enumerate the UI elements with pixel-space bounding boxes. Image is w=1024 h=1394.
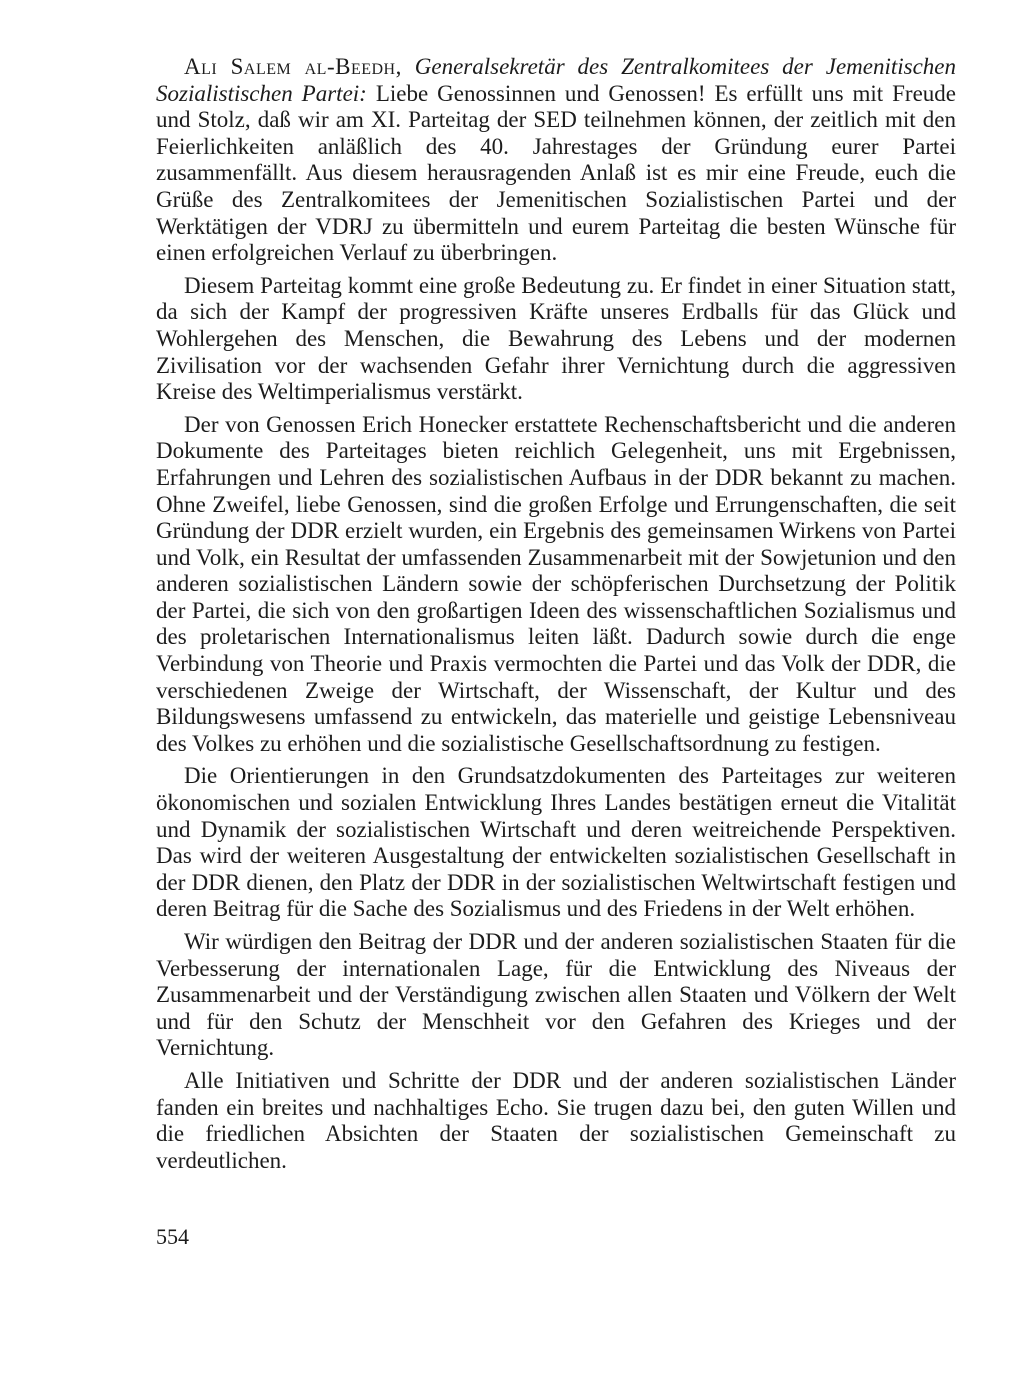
paragraph-3: Der von Genossen Erich Honecker erstattete Rechenschaftsbericht und die anderen Dokumente des Parteitages bieten reichlich Gelegenheit, uns mit Ergebnissen, Erfahrungen und Lehren des sozialistischen Aufbaus in der DDR bekannt zu machen. Ohne Zweifel, liebe Genossen, sind die großen Erfolge und Errungenschaften, die seit Gründung der DDR erzielt wurden, ein Ergebnis des gemeinsamen Wirkens von Partei und Volk, ein Resultat der umfassenden Zusammenarbeit mit der Sowjetunion und den anderen sozialistischen Ländern sowie der schöpferischen Durchsetzung der Politik der Partei, die sich von den großartigen Ideen des wissenschaftlichen Sozialismus und des proletarischen Internationalismus leiten läßt. Dadurch sowie durch die enge Verbindung von Theorie und Praxis vermochten die Partei und das Volk der DDR, die verschiedenen Zweige der Wirtschaft, der Wissenschaft, der Kultur und des Bildungswesens umfassend zu entwickeln, das materielle und geistige Lebensniveau des Volkes zu erhöhen und die sozialistische Gesellschaftsordnung zu festigen. bbox=[156, 411, 956, 756]
body-text bbox=[156, 54, 956, 1180]
paragraph-2: Diesem Parteitag kommt eine große Bedeutung zu. Er findet in einer Situation statt, da sich der Kampf der progressiven Kräfte unseres Erdballs für das Glück und Wohlergehen des Menschen, die Bewahrung des Lebens und der modernen Zivilisation vor der wachsenden Gefahr ihrer Vernichtung durch die aggressiven Kreise des Weltimperialismus verstärkt. bbox=[156, 272, 956, 405]
paragraph-6: Alle Initiativen und Schritte der DDR und der anderen sozialistischen Länder fanden ein breites und nachhaltiges Echo. Sie trugen dazu bei, den guten Willen und die friedlichen Absichten der Staaten der sozialistischen Gemeinschaft zu verdeutlichen. bbox=[156, 1067, 956, 1173]
paragraph-5: Wir würdigen den Beitrag der DDR und der anderen sozialistischen Staaten für die Verbesserung der internationalen Lage, für die Entwicklung des Niveaus der Zusammenarbeit und der Verständigung zwischen allen Staaten und Völkern der Welt und für den Schutz der Menschheit vor den Gefahren des Krieges und der Vernichtung. bbox=[156, 929, 956, 1061]
paragraph-1 bbox=[156, 54, 956, 267]
paragraph-1-text: Liebe Genossinnen und Genossen! Es erfüllt uns mit Freude und Stolz, daß wir am XI. Parteitag der SED teilnehmen können, der zeitlich mit den Feierlichkeiten anläßlich des 40. Jahrestages der Gründung eurer Partei zusammenfällt. Aus diesem herausragenden Anlaß ist es mir eine Freude, euch die Grüße des Zentralkomitees der Jemenitischen Sozialistischen Partei und der Werktätigen der VDRJ zu übermitteln und eurem Parteitag die besten Wünsche für einen erfolgreichen Verlauf zu überbringen. bbox=[156, 80, 956, 266]
speaker-role: Generalsekretär des Zentralkomitees der Jemenitischen Sozialistischen Partei: bbox=[156, 54, 957, 106]
speaker-name: Ali Salem al-Beedh, bbox=[184, 54, 402, 79]
paragraph-4: Die Orientierungen in den Grundsatzdokumenten des Parteitages zur weiteren ökonomischen und sozialen Entwicklung Ihres Landes bestätigen erneut die Vitalität und Dynamik der sozialistischen Wirtschaft und deren weitreichende Perspektiven. Das wird der weiteren Ausgestaltung der entwickelten sozialistischen Gesellschaft in der DDR dienen, den Platz der DDR in der sozialistischen Weltwirtschaft festigen und deren Beitrag für die Sache des Sozialismus und des Friedens in der Welt erhöhen. bbox=[156, 763, 956, 922]
page-number: 554 bbox=[156, 1224, 189, 1249]
